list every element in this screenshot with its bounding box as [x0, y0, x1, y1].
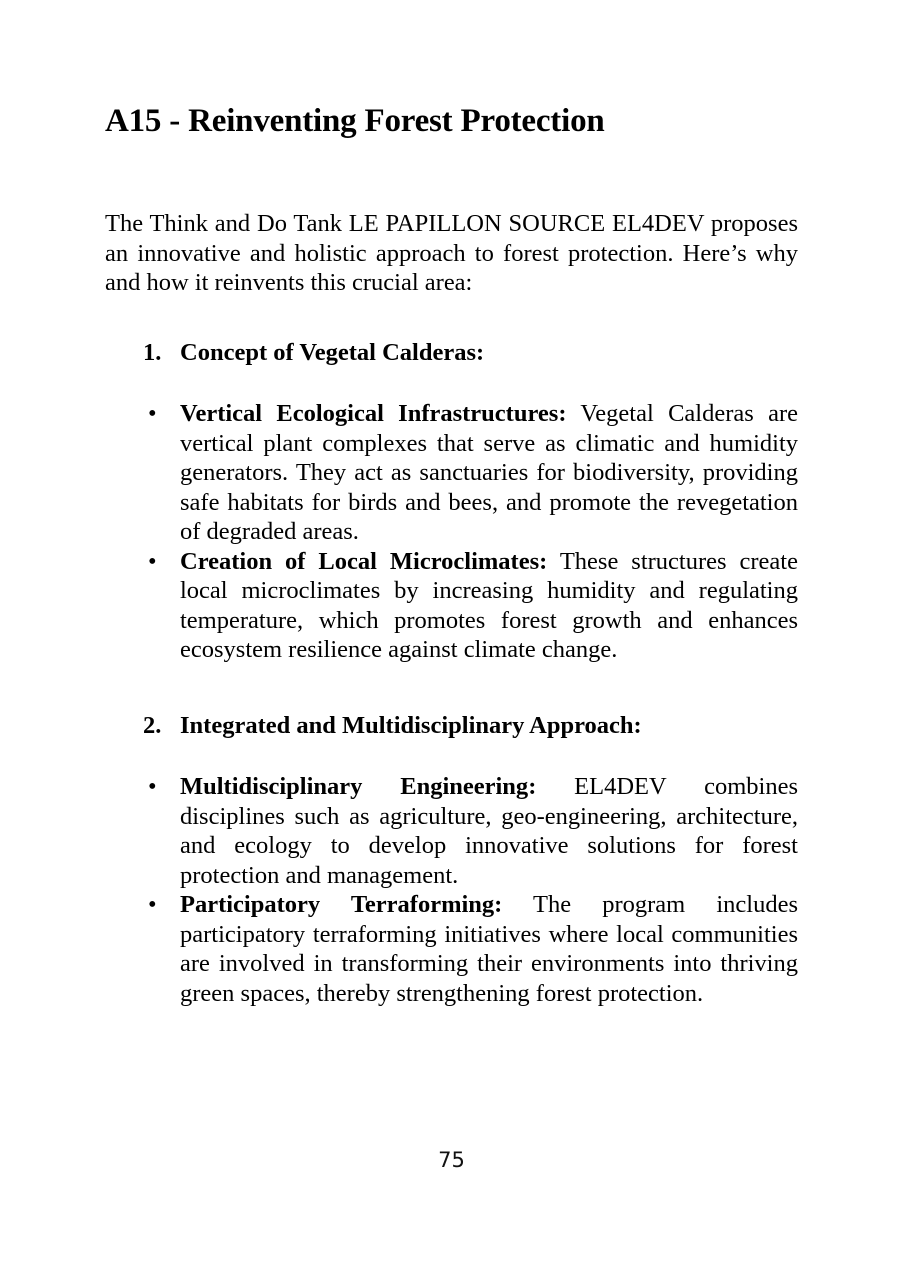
list-item: [105, 399, 798, 547]
section-1: [105, 298, 798, 665]
bullet-icon: •: [148, 547, 157, 575]
section-1-heading: [105, 298, 798, 368]
bullet-lead-separator: :: [558, 400, 567, 427]
section-2-bullet-list: [105, 740, 798, 1008]
list-item: [105, 547, 798, 665]
page-number: 75: [438, 1148, 465, 1172]
bullet-icon: •: [148, 400, 157, 427]
bullet-lead-label: Participatory Terraforming: [180, 891, 495, 918]
bullet-icon: •: [148, 773, 157, 800]
bullet-lead-label: Vertical Ecological Infrastructures: [180, 400, 559, 427]
bullet-lead-label: Creation of Local Microclimates: [180, 547, 540, 575]
bullet-body-text: The program includes participatory terraforming initiatives where local communities are involved in transforming their environments into thriving green spaces, thereby strengthening forest protection.: [180, 891, 798, 1007]
bullet-lead-label: Multidisciplinary Engineering: [180, 773, 529, 800]
intro-paragraph: The Think and Do Tank LE PAPILLON SOURCE EL4DEV proposes an innovative and holistic approach to forest protection. Here’s why and how it reinvents this crucial area:: [105, 210, 798, 296]
list-item: [105, 890, 798, 1008]
section-2-number: 2.: [143, 711, 162, 739]
list-item: [105, 772, 798, 890]
page-title: A15 - Reinventing Forest Protection: [105, 103, 605, 139]
bullet-body-text: EL4DEV combines disciplines such as agriculture, geo-engineering, architecture, and ecology to develop innovative solutions for forest protection and management.: [180, 773, 798, 889]
bullet-lead-separator: :: [539, 547, 548, 575]
bullet-lead-separator: :: [528, 773, 537, 800]
bullet-body-text: These structures create local microclimates by increasing humidity and regulating temperature, which promotes forest growth and enhances ecosystem resilience against climate change.: [180, 547, 798, 663]
section-2-heading: [105, 665, 798, 741]
section-2-heading-text: Integrated and Multidisciplinary Approach:: [180, 711, 642, 739]
section-2: [105, 665, 798, 1009]
section-1-heading-text: Concept of Vegetal Calderas:: [180, 338, 485, 366]
bullet-lead-separator: :: [494, 891, 503, 918]
bullet-body-text: Vegetal Calderas are vertical plant complexes that serve as climatic and humidity generators. They act as sanctuaries for biodiversity, providing safe habitats for birds and bees, and promote the revegetation of degraded areas.: [180, 400, 798, 545]
section-1-bullet-list: [105, 367, 798, 665]
bullet-icon: •: [148, 891, 157, 918]
section-1-number: 1.: [143, 338, 162, 366]
